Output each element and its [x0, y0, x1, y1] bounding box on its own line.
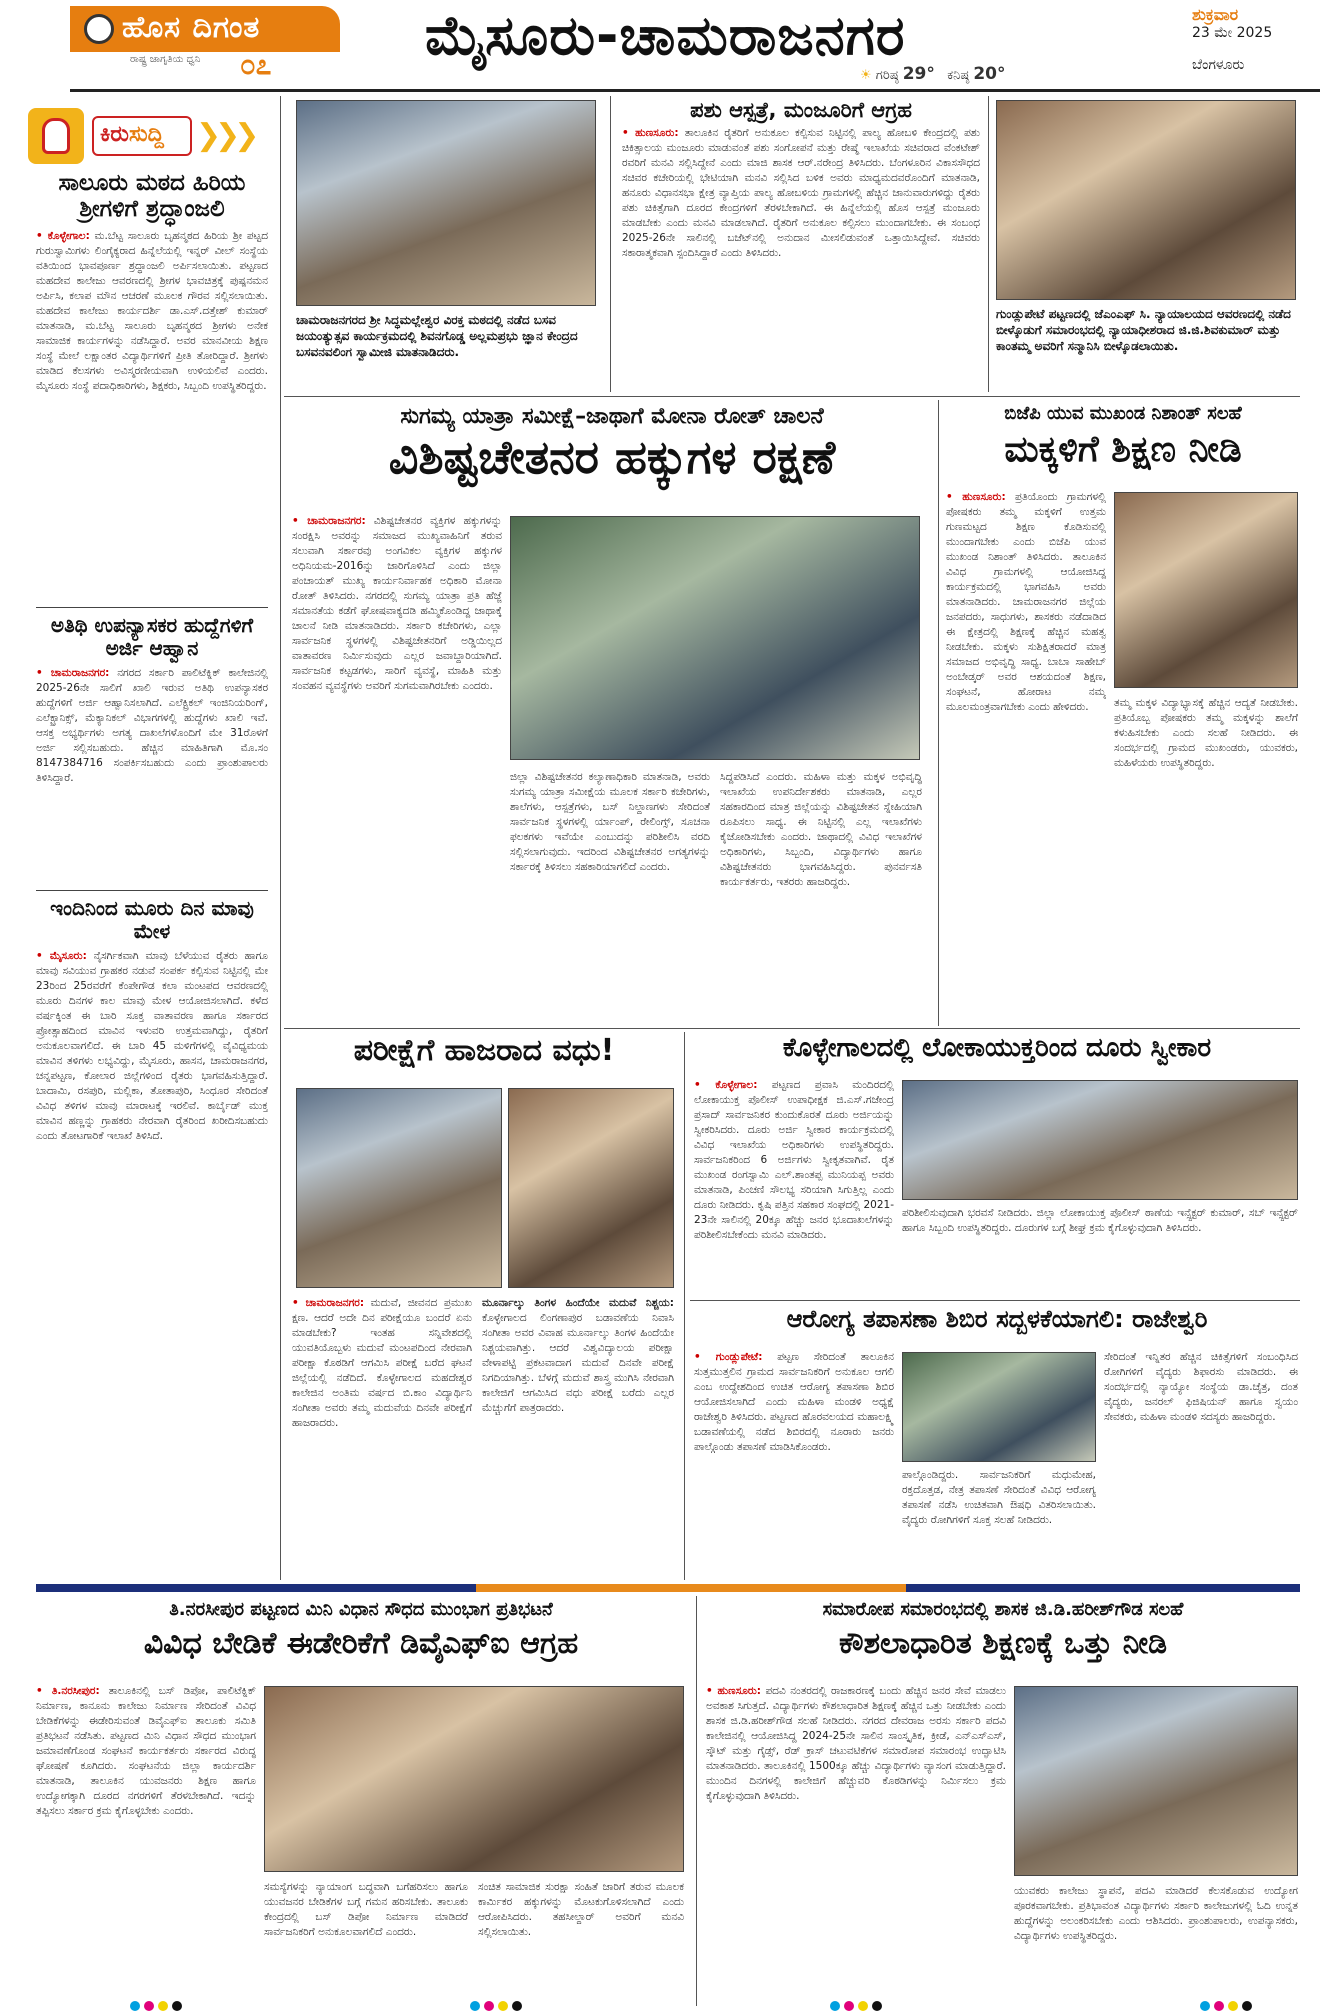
bride-title: ಪರೀಕ್ಷೆಗೆ ಹಾಜರಾದ ವಧು!	[353, 1034, 615, 1068]
photo-bride-exam-1	[296, 1088, 502, 1288]
skill-title: ಕೌಶಲಾಧಾರಿತ ಶಿಕ್ಷಣಕ್ಕೆ ಒತ್ತು ನೀಡಿ	[838, 1625, 1168, 1661]
bjp-kicker: ಬಿಜೆಪಿ ಯುವ ಮುಖಂಡ ನಿಶಾಂತ್ ಸಲಹೆ	[1004, 404, 1242, 424]
dyfi-col-3: ಸಂಚಿತ ಸಾಮಾಜಿಕ ಸುರಕ್ಷಾ ಸಂಹಿತೆ ಜಾರಿಗೆ ತರುವ ಮೂಲಕ ಕಾರ್ಮಿಕರ ಹಕ್ಕುಗಳನ್ನು ಮೊಟಕುಗೊಳಿಸಲಾಗಿದೆ ಎಂದು ಆರೋಪಿಸಿದರು. ತಹಸೀಲ್ದಾರ್ ಅವರಿಗೆ ಮನವಿ ಸಲ್ಲಿಸಲಾಯಿತು.	[478, 1881, 684, 1938]
registration-marks	[470, 1996, 540, 2008]
health-story	[694, 1306, 1300, 1346]
kirusuddi-label: ಕಿರುಸುದ್ದಿ	[92, 116, 192, 156]
weather	[860, 64, 1006, 84]
brand-name: ಹೊಸ ದಿಗಂತ	[122, 10, 261, 45]
date-info	[1192, 6, 1312, 74]
lokayukta-col-1: • ಕೊಳ್ಳೇಗಾಲ: ಪಟ್ಟಣದ ಪ್ರವಾಸಿ ಮಂದಿರದಲ್ಲಿ ಲೋಕಾಯುಕ್ತ ಪೊಲೀಸ್ ಉಪಾಧೀಕ್ಷಕ ಜಿ.ಎಸ್.ಗಜೇಂದ್ರ ಪ್ರಸಾದ್ ಸಾರ್ವಜನಿಕರ ಕುಂದುಕೊರತೆ ದೂರು ಅರ್ಜಿಯನ್ನು ಸ್ವೀಕರಿಸಿದರು. ದೂರು ಅರ್ಜಿ ಸ್ವೀಕಾರ ಕಾರ್ಯಕ್ರಮದಲ್ಲಿ ವಿವಿಧ ಇಲಾಖೆಯ ಅಧಿಕಾರಿಗಳು ಉಪಸ್ಥಿತರಿದ್ದರು. ಸಾರ್ವಜನಿಕರಿಂದ 6 ಅರ್ಜಿಗಳು ಸ್ವೀಕೃತವಾಗಿವೆ. ರೈತ ಮುಖಂಡ ರಂಗಸ್ವಾಮಿ ಎಲ್.ಶಾಂತಪ್ಪ ಮುನಿಯಪ್ಪ ಅವರು ಮಾತನಾಡಿ, ಪಿಂಚಣಿ ಸೌಲಭ್ಯ ಸರಿಯಾಗಿ ಸಿಗುತ್ತಿಲ್ಲ ಎಂದು ದೂರು ನೀಡಿದರು. ಕೃಷಿ ಪತ್ತಿನ ಸಹಕಾರ ಸಂಘದಲ್ಲಿ 2021-23ನೇ ಸಾಲಿನಲ್ಲಿ 20ಕ್ಕೂ ಹೆಚ್ಚು ಜನರ ಭೂದಾಖಲೆಗಳನ್ನು ಪರಿಶೀಲಿಸಬೇಕೆಂದು ಮನವಿ ಮಾಡಿದರು.	[694, 1078, 894, 1294]
brand-box	[70, 6, 340, 52]
section-divider-blue-2	[906, 1584, 1300, 1592]
bjp-col-2: ತಮ್ಮ ಮಕ್ಕಳ ವಿದ್ಯಾಭ್ಯಾಸಕ್ಕೆ ಹೆಚ್ಚಿನ ಆದ್ಯತೆ ನೀಡಬೇಕು. ಪ್ರತಿಯೊಬ್ಬ ಪೋಷಕರು ತಮ್ಮ ಮಕ್ಕಳನ್ನು ಶಾಲೆಗೆ ಕಳುಹಿಸಬೇಕು ಎಂದು ಸಲಹೆ ನೀಡಿದರು. ಈ ಸಂದರ್ಭದಲ್ಲಿ ಗ್ರಾಮದ ಮುಖಂಡರು, ಯುವಕರು, ಮಹಿಳೆಯರು ಉಪಸ್ಥಿತರಿದ್ದರು.	[1114, 697, 1298, 769]
lead-title: ವಿಶಿಷ್ಟಚೇತನರ ಹಕ್ಕುಗಳ ರಕ್ಷಣೆ	[388, 430, 836, 485]
skill-story	[706, 1600, 1300, 1680]
bride-story	[292, 1034, 676, 1078]
dyfi-title: ವಿವಿಧ ಬೇಡಿಕೆ ಈಡೇರಿಕೆಗೆ ಡಿವೈಎಫ್ಐ ಆಗ್ರಹ	[143, 1625, 579, 1661]
registration-marks	[830, 1996, 900, 2008]
photo-health-camp	[902, 1352, 1096, 1462]
skill-kicker: ಸಮಾರೋಪ ಸಮಾರಂಭದಲ್ಲಿ ಶಾಸಕ ಜಿ.ಡಿ.ಹರೀಶ್‌ಗೌಡ ಸಲಹೆ	[822, 1600, 1184, 1620]
dyfi-col-2: ಸಮಸ್ಯೆಗಳನ್ನು ನ್ಯಾಯಾಂಗ ಬದ್ಧವಾಗಿ ಬಗೆಹರಿಸಲು ಹಾಗೂ ಯುವಜನರ ಬೇಡಿಕೆಗಳ ಬಗ್ಗೆ ಗಮನ ಹರಿಸಬೇಕು. ತಾಲೂಕು ಕೇಂದ್ರದಲ್ಲಿ ಬಸ್ ಡಿಪೋ ನಿರ್ಮಾಣ ಮಾಡಿದರೆ ಸಾರ್ವಜನಿಕರಿಗೆ ಅನುಕೂಲವಾಗಲಿದೆ ಎಂದರು.	[264, 1881, 468, 1938]
bjp-story	[946, 404, 1300, 494]
chevrons-icon: ❯❯❯	[196, 118, 254, 153]
photo-basava-jayanti	[296, 100, 596, 306]
health-col-2: ಪಾಲ್ಗೊಂಡಿದ್ದರು. ಸಾರ್ವಜನಿಕರಿಗೆ ಮಧುಮೇಹ, ರಕ್ತದೊತ್ತಡ, ನೇತ್ರ ತಪಾಸಣೆ ಸೇರಿದಂತೆ ವಿವಿಧ ಆರೋಗ್ಯ ತಪಾಸಣೆ ನಡೆಸಿ ಉಚಿತವಾಗಿ ಔಷಧಿ ವಿತರಿಸಲಾಯಿತು. ವೈದ್ಯರು ರೋಗಿಗಳಿಗೆ ಸೂಕ್ತ ಸಲಹೆ ನೀಡಿದರು.	[902, 1469, 1096, 1526]
health-title: ಆರೋಗ್ಯ ತಪಾಸಣಾ ಶಿಬಿರ ಸದ್ಬಳಕೆಯಾಗಲಿ: ರಾಜೇಶ್ವರಿ	[786, 1306, 1208, 1333]
dyfi-story	[36, 1600, 686, 1680]
story-body: • ಚಾಮರಾಜನಗರ: ನಗರದ ಸರ್ಕಾರಿ ಪಾಲಿಟೆಕ್ನಿಕ್ ಕಾಲೇಜಿನಲ್ಲಿ 2025-26ನೇ ಸಾಲಿಗೆ ಖಾಲಿ ಇರುವ ಅತಿಥಿ ಉಪನ್ಯಾಸಕರ ಹುದ್ದೆಗಳಿಗೆ ಅರ್ಜಿ ಆಹ್ವಾನಿಸಲಾಗಿದೆ. ಎಲೆಕ್ಟ್ರಿಕಲ್ ಇಂಜಿನಿಯರಿಂಗ್, ಎಲೆಕ್ಟ್ರಾನಿಕ್ಸ್, ಮೆಕ್ಯಾನಿಕಲ್ ವಿಭಾಗಗಳಲ್ಲಿ ಹುದ್ದೆಗಳು ಖಾಲಿ ಇವೆ. ಆಸಕ್ತ ಅಭ್ಯರ್ಥಿಗಳು ಅಗತ್ಯ ದಾಖಲೆಗಳೊಂದಿಗೆ ಮೇ 31ರೊಳಗೆ ಅರ್ಜಿ ಸಲ್ಲಿಸಬಹುದು. ಹೆಚ್ಚಿನ ಮಾಹಿತಿಗಾಗಿ ಮೊ.ಸಂ 8147384716 ಸಂಪರ್ಕಿಸಬಹುದು ಎಂದು ಪ್ರಾಂಶುಪಾಲರು ತಿಳಿಸಿದ್ದಾರೆ.	[36, 666, 268, 884]
left-column	[36, 170, 268, 1560]
story-body: • ಹುಣಸೂರು: ತಾಲೂಕಿನ ರೈತರಿಗೆ ಅನುಕೂಲ ಕಲ್ಪಿಸುವ ನಿಟ್ಟಿನಲ್ಲಿ ಪಾಲ್ಯ ಹೋಬಳಿ ಕೇಂದ್ರದಲ್ಲಿ ಪಶು ಚಿಕಿತ್ಸಾಲಯ ಮಂಜೂರು ಮಾಡುವಂತೆ ಪಶು ಸಂಗೋಪನೆ ಮತ್ತು ರೇಷ್ಮೆ ಇಲಾಖೆಯ ಸಚಿವರಾದ ವೆಂಕಟೇಶ್ ರವರಿಗೆ ಮನವಿ ಸಲ್ಲಿಸಿದ್ದೇನೆ ಎಂದು ಮಾಜಿ ಶಾಸಕ ಆರ್.ನರೇಂದ್ರ ತಿಳಿಸಿದರು. ಬೆಂಗಳೂರಿನ ವಿಕಾಸಸೌಧದ ಸಚಿವರ ಕಚೇರಿಯಲ್ಲಿ ಭೇಟಿಯಾಗಿ ಮನವಿ ಸಲ್ಲಿಸಿದ ಬಳಿಕ ಅವರು ಮಾಧ್ಯಮದವರೊಂದಿಗೆ ಮಾತನಾಡಿ, ಹನೂರು ವಿಧಾನಸಭಾ ಕ್ಷೇತ್ರ ವ್ಯಾಪ್ತಿಯ ಪಾಲ್ಯ ಹೋಬಳಿಯ ಗ್ರಾಮಗಳಲ್ಲಿ ಹೆಚ್ಚಿನ ಜಾನುವಾರುಗಳಿದ್ದು ರೈತರು ಪಶು ಚಿಕಿತ್ಸೆಗಾಗಿ ದೂರದ ಕೇಂದ್ರಗಳಿಗೆ ತೆರಳಬೇಕಾಗಿದೆ. ಈ ಹಿನ್ನೆಲೆಯಲ್ಲಿ ಹೊಸ ಆಸ್ಪತ್ರೆ ಮಂಜೂರು ಮಾಡಬೇಕು ಎಂದು ಮನವಿ ಮಾಡಲಾಗಿದೆ. ರೈತರಿಗೆ ಅನುಕೂಲ ಕಲ್ಪಿಸಲು ಮುಂದಾಗಬೇಕು. ಈ ಸಂಬಂಧ 2025-26ನೇ ಸಾಲಿನಲ್ಲಿ ಬಜೆಟ್‌ನಲ್ಲಿ ಅನುದಾನ ಮೀಸಲಿಡುವಂತೆ ಒತ್ತಾಯಿಸಿದ್ದೇವೆ. ಸಚಿವರು ಸಕಾರಾತ್ಮಕವಾಗಿ ಸ್ಪಂದಿಸಿದ್ದಾರೆ ಎಂದು ತಿಳಿಸಿದರು.	[622, 126, 980, 261]
page-number: ೦೭	[240, 48, 272, 81]
lead-col-1: • ಚಾಮರಾಜನಗರ: ವಿಶಿಷ್ಟಚೇತನರ ವ್ಯಕ್ತಿಗಳ ಹಕ್ಕುಗಳನ್ನು ಸಂರಕ್ಷಿಸಿ ಅವರನ್ನು ಸಮಾಜದ ಮುಖ್ಯವಾಹಿನಿಗೆ ತರುವ ಸಲುವಾಗಿ ಸರ್ಕಾರವು ಅಂಗವಿಕಲ ವ್ಯಕ್ತಿಗಳ ಹಕ್ಕುಗಳ ಅಧಿನಿಯಮ-2016ನ್ನು ಜಾರಿಗೊಳಿಸಿದೆ ಎಂದು ಜಿಲ್ಲಾ ಪಂಚಾಯತ್ ಮುಖ್ಯ ಕಾರ್ಯನಿರ್ವಾಹಕ ಅಧಿಕಾರಿ ಮೋನಾ ರೋತ್ ತಿಳಿಸಿದರು. ನಗರದಲ್ಲಿ ಸುಗಮ್ಯ ಯಾತ್ರಾ ಪ್ರತಿ ಹೆಜ್ಜೆ ಸಮಾನತೆಯ ಕಡೆಗೆ ಘೋಷವಾಕ್ಯದಡಿ ಹಮ್ಮಿಕೊಂಡಿದ್ದ ಜಾಥಾಕ್ಕೆ ಚಾಲನೆ ನೀಡಿ ಮಾತನಾಡಿದರು. ಸರ್ಕಾರಿ ಕಚೇರಿಗಳು, ಎಲ್ಲಾ ಸಾರ್ವಜನಿಕ ಸ್ಥಳಗಳಲ್ಲಿ ವಿಶಿಷ್ಟಚೇತನರಿಗೆ ಅಡ್ಡಿಯಿಲ್ಲದ ವಾತಾವರಣ ನಿರ್ಮಿಸುವುದು ಎಲ್ಲರ ಜವಾಬ್ದಾರಿಯಾಗಿದೆ. ಸಾರ್ವಜನಿಕ ಕಟ್ಟಡಗಳು, ಸಾರಿಗೆ ವ್ಯವಸ್ಥೆ, ಮಾಹಿತಿ ಮತ್ತು ಸಂವಹನ ವ್ಯವಸ್ಥೆಗಳು ಅವರಿಗೆ ಸುಗಮವಾಗಿರಬೇಕು ಎಂದರು.	[292, 514, 502, 814]
photo-caption: ಚಾಮರಾಜನಗರದ ಶ್ರೀ ಸಿದ್ಧಮಲ್ಲೇಶ್ವರ ವಿರಕ್ತ ಮಠದಲ್ಲಿ ನಡೆದ ಬಸವ ಜಯಂತ್ಯುತ್ಸವ ಕಾರ್ಯಕ್ರಮದಲ್ಲಿ ಶಿವನಗೊಡ್ಡ ಅಲ್ಲಮಪ್ರಭು ಜ್ಞಾನ ಕೇಂದ್ರದ ಬಸವನವಲಿಂಗ ಸ್ವಾಮೀಜಿ ಮಾತನಾಡಿದರು.	[296, 313, 578, 359]
weather-max: 29°	[902, 64, 935, 84]
photo-bjp-event	[1114, 492, 1298, 688]
brand-tagline: ರಾಷ್ಟ್ರ ಜಾಗೃತಿಯ ಧ್ವನಿ	[130, 54, 201, 65]
edition-title: ಮೈಸೂರು-ಚಾಮರಾಜನಗರ	[425, 4, 906, 67]
dyfi-col-1: • ತಿ.ನರಸೀಪುರ: ತಾಲೂಕಿನಲ್ಲಿ ಬಸ್ ಡಿಪೋ, ಪಾಲಿಟೆಕ್ನಿಕ್ ನಿರ್ಮಾಣ, ಕಾನೂನು ಕಾಲೇಜು ನಿರ್ಮಾಣ ಸೇರಿದಂತೆ ವಿವಿಧ ಬೇಡಿಕೆಗಳನ್ನು ಈಡೇರಿಸುವಂತೆ ಡಿವೈಎಫ್ಐ ತಾಲೂಕು ಸಮಿತಿ ಪ್ರತಿಭಟನೆ ನಡೆಸಿತು. ಪಟ್ಟಣದ ಮಿನಿ ವಿಧಾನ ಸೌಧದ ಮುಂಭಾಗ ಜಮಾವಣೆಗೊಂಡ ಸಂಘಟನೆ ಕಾರ್ಯಕರ್ತರು ಸರ್ಕಾರದ ವಿರುದ್ಧ ಘೋಷಣೆ ಕೂಗಿದರು. ಸಂಘಟನೆಯ ಜಿಲ್ಲಾ ಕಾರ್ಯದರ್ಶಿ ಮಾತನಾಡಿ, ತಾಲೂಕಿನ ಯುವಜನರು ಶಿಕ್ಷಣ ಹಾಗೂ ಉದ್ಯೋಗಕ್ಕಾಗಿ ದೂರದ ನಗರಗಳಿಗೆ ತೆರಳಬೇಕಾಗಿದೆ. ಇದನ್ನು ತಪ್ಪಿಸಲು ಸರ್ಕಾರ ಕ್ರಮ ಕೈಗೊಳ್ಳಬೇಕು ಎಂದರು.	[36, 1684, 256, 2002]
registration-marks	[1200, 1996, 1270, 2008]
photo-sugamya-yatra-rally	[510, 516, 920, 760]
weather-max-label: ಗರಿಷ್ಠ	[875, 68, 899, 83]
bjp-title: ಮಕ್ಕಳಿಗೆ ಶಿಕ್ಷಣ ನೀಡಿ	[1004, 428, 1242, 470]
day: ಶುಕ್ರವಾರ	[1192, 5, 1239, 24]
story-title: ಪಶು ಆಸ್ಪತ್ರೆ, ಮಂಜೂರಿಗೆ ಆಗ್ರಹ	[690, 98, 912, 122]
masthead	[70, 0, 1320, 92]
story-body: • ಕೊಳ್ಳೇಗಾಲ: ಮ.ಬೆಟ್ಟ ಸಾಲೂರು ಬೃಹನ್ಮಠದ ಹಿರಿಯ ಶ್ರೀ ಪಟ್ಟದ ಗುರುಸ್ವಾಮಿಗಳು ಲಿಂಗೈಕ್ಯರಾದ ಹಿನ್ನೆಲೆಯಲ್ಲಿ ಇನ್ನರ್ ವೀಲ್ ಸಂಸ್ಥೆಯ ವತಿಯಿಂದ ಭಾವಪೂರ್ಣ ಶ್ರದ್ಧಾಂಜಲಿ ಅರ್ಪಿಸಲಾಯಿತು. ಪಟ್ಟಣದ ಮಹದೇವ ಕಾಲೇಜು ಆವರಣದಲ್ಲಿ ಶ್ರೀಗಳ ಭಾವಚಿತ್ರಕ್ಕೆ ಪುಷ್ಪನಮನ ಅರ್ಪಿಸಿ, ಕಲಾಪ ಮೌನ ಆಚರಣೆ ಮೂಲಕ ಗೌರವ ಸಲ್ಲಿಸಲಾಯಿತು. ಮಹದೇವ ಕಾಲೇಜು ಕಾರ್ಯದರ್ಶಿ ಡಾ.ಎಸ್.ದತ್ತೇಶ್ ಕುಮಾರ್ ಮಾತನಾಡಿ, ಮ.ಬೆಟ್ಟ ಸಾಲೂರು ಬೃಹನ್ಮಠದ ಶ್ರೀಗಳು ಅನೇಕ ಸಾಮಾಜಿಕ ಕಾರ್ಯಗಳನ್ನು ನಡೆಸಿದ್ದಾರೆ. ಅವರ ಮಾನವೀಯ ಶಿಕ್ಷಣ ಸಂಸ್ಥೆ ಮೇಲೆ ಲಕ್ಷಾಂತರ ವಿದ್ಯಾರ್ಥಿಗಳಿಗೆ ಪ್ರೀತಿ ತೋರಿದ್ದಾರೆ. ಶ್ರೀಗಳು ಮಾಡಿದ ಕೆಲಸಗಳು ಅವಿಸ್ಮರಣೀಯವಾಗಿ ಉಳಿಯಲಿವೆ ಎಂದರು. ಮೈಸೂರು ಸಂಸ್ಥೆ ಪದಾಧಿಕಾರಿಗಳು, ಶಿಕ್ಷಕರು, ಸಿಬ್ಬಂದಿ ಉಪಸ್ಥಿತರಿದ್ದರು.	[36, 229, 268, 601]
photo-caption: ಗುಂಡ್ಲುಪೇಟೆ ಪಟ್ಟಣದಲ್ಲಿ ಜೆಎಂಎಫ್ ಸಿ. ನ್ಯಾಯಾಲಯದ ಆವರಣದಲ್ಲಿ ನಡೆದ ಬೀಳ್ಕೊಡುಗೆ ಸಮಾರಂಭದಲ್ಲಿ ನ್ಯಾಯಾಧೀಶರಾದ ಜಿ.ಜಿ.ಶಿವಕುಮಾರ್ ಮತ್ತು ಕಾಂತಮ್ಮ ಅವರಿಗೆ ಸನ್ಮಾನಿಸಿ ಬೀಳ್ಕೊಡಲಾಯಿತು.	[996, 307, 1291, 353]
brand	[70, 6, 350, 86]
lead-kicker: ಸುಗಮ್ಯ ಯಾತ್ರಾ ಸಮೀಕ್ಷೆ–ಜಾಥಾಗೆ ಮೋನಾ ರೋತ್ ಚಾಲನೆ	[400, 404, 824, 429]
date: 23 ಮೇ 2025	[1192, 25, 1273, 41]
story-pashu-aspatre	[622, 98, 980, 388]
lokayukta-story	[694, 1034, 1300, 1074]
lead-col-2: ಜಿಲ್ಲಾ ವಿಶಿಷ್ಟಚೇತನರ ಕಲ್ಯಾಣಾಧಿಕಾರಿ ಮಾತನಾಡಿ, ಅವರು ಸುಗಮ್ಯ ಯಾತ್ರಾ ಸಮೀಕ್ಷೆಯ ಮೂಲಕ ಸರ್ಕಾರಿ ಕಚೇರಿಗಳು, ಶಾಲೆಗಳು, ಆಸ್ಪತ್ರೆಗಳು, ಬಸ್ ನಿಲ್ದಾಣಗಳು ಸೇರಿದಂತೆ ಸಾರ್ವಜನಿಕ ಸ್ಥಳಗಳಲ್ಲಿ ರ್ಯಾಂಪ್, ರೇಲಿಂಗ್ಸ್, ಸೂಚನಾ ಫಲಕಗಳು ಇವೆಯೇ ಎಂಬುದನ್ನು ಪರಿಶೀಲಿಸಿ ವರದಿ ಸಲ್ಲಿಸಲಾಗುವುದು. ಇದರಿಂದ ವಿಶಿಷ್ಟಚೇತನರ ಅಗತ್ಯಗಳನ್ನು ಸರ್ಕಾರಕ್ಕೆ ತಿಳಿಸಲು ಸಹಕಾರಿಯಾಗಲಿದೆ ಎಂದರು.	[510, 771, 710, 873]
story-title: ಸಾಲೂರು ಮಠದ ಹಿರಿಯ ಶ್ರೀಗಳಿಗೆ ಶ್ರದ್ಧಾಂಜಲಿ	[58, 170, 246, 223]
bride-col-2: ಮೂರ್ನಾಲ್ಕು ತಿಂಗಳ ಹಿಂದೆಯೇ ಮದುವೆ ನಿಶ್ಚಯ: ಕೊಳ್ಳೇಗಾಲದ ಲಿಂಗಣಾಪುರ ಬಡಾವಣೆಯ ನಿವಾಸಿ ಸಂಗೀತಾ ಅವರ ವಿವಾಹ ಮೂರ್ನಾಲ್ಕು ತಿಂಗಳ ಹಿಂದೆಯೇ ನಿಶ್ಚಯವಾಗಿತ್ತು. ಆದರೆ ವಿಶ್ವವಿದ್ಯಾಲಯ ಪರೀಕ್ಷಾ ವೇಳಾಪಟ್ಟಿ ಪ್ರಕಟವಾದಾಗ ಮದುವೆ ದಿನವೇ ಪರೀಕ್ಷೆ ನಿಗದಿಯಾಗಿತ್ತು. ಬೆಳಗ್ಗೆ ಮದುವೆ ಶಾಸ್ತ್ರ ಮುಗಿಸಿ ನೇರವಾಗಿ ಕಾಲೇಜಿಗೆ ಆಗಮಿಸಿದ ವಧು ಪರೀಕ್ಷೆ ಬರೆದು ಎಲ್ಲರ ಮೆಚ್ಚುಗೆಗೆ ಪಾತ್ರರಾದರು.	[482, 1297, 674, 1414]
weather-min-label: ಕನಿಷ್ಠ	[947, 68, 970, 83]
lokayukta-col-2: ಪರಿಶೀಲಿಸುವುದಾಗಿ ಭರವಸೆ ನೀಡಿದರು. ಜಿಲ್ಲಾ ಲೋಕಾಯುಕ್ತ ಪೊಲೀಸ್ ಠಾಣೆಯ ಇನ್ಸ್ಪೆಕ್ಟರ್ ಕುಮಾರ್, ಸಬ್ ಇನ್ಸ್ಪೆಕ್ಟರ್ ಹಾಗೂ ಸಿಬ್ಬಂದಿ ಉಪಸ್ಥಿತರಿದ್ದರು. ದೂರುಗಳ ಬಗ್ಗೆ ಶೀಘ್ರ ಕ್ರಮ ಕೈಗೊಳ್ಳುವುದಾಗಿ ತಿಳಿಸಿದರು.	[902, 1207, 1298, 1234]
health-col-1: • ಗುಂಡ್ಲುಪೇಟೆ: ಪಟ್ಟಣ ಸೇರಿದಂತೆ ತಾಲೂಕಿನ ಸುತ್ತಮುತ್ತಲಿನ ಗ್ರಾಮದ ಸಾರ್ವಜನಿಕರಿಗೆ ಅನುಕೂಲ ಆಗಲಿ ಎಂಬ ಉದ್ದೇಶದಿಂದ ಉಚಿತ ಆರೋಗ್ಯ ತಪಾಸಣಾ ಶಿಬಿರ ಆಯೋಜಿಸಲಾಗಿದೆ ಎಂದು ಮಹಿಳಾ ಮಂಡಳಿ ಅಧ್ಯಕ್ಷೆ ರಾಜೇಶ್ವರಿ ತಿಳಿಸಿದರು. ಪಟ್ಟಣದ ಹೊರವಲಯದ ಮಹಾಲಕ್ಷ್ಮಿ ಬಡಾವಣೆಯಲ್ಲಿ ನಡೆದ ಶಿಬಿರದಲ್ಲಿ ನೂರಾರು ಜನರು ಪಾಲ್ಗೊಂಡು ತಪಾಸಣೆ ಮಾಡಿಸಿಕೊಂಡರು.	[694, 1350, 894, 1576]
lokayukta-title: ಕೊಳ್ಳೇಗಾಲದಲ್ಲಿ ಲೋಕಾಯುಕ್ತರಿಂದ ದೂರು ಸ್ವೀಕಾರ	[782, 1034, 1212, 1063]
bride-col-1: • ಚಾಮರಾಜನಗರ: ಮದುವೆ, ಜೀವನದ ಪ್ರಮುಖ ಕ್ಷಣ. ಆದರೆ ಅದೇ ದಿನ ಪರೀಕ್ಷೆಯೂ ಬಂದರೆ ಏನು ಮಾಡಬೇಕು? ಇಂತಹ ಸನ್ನಿವೇಶದಲ್ಲಿ ಯುವತಿಯೊಬ್ಬಳು ಮದುವೆ ಮಂಟಪದಿಂದ ನೇರವಾಗಿ ಪರೀಕ್ಷಾ ಕೊಠಡಿಗೆ ಆಗಮಿಸಿ ಪರೀಕ್ಷೆ ಬರೆದ ಘಟನೆ ಜಿಲ್ಲೆಯಲ್ಲಿ ನಡೆದಿದೆ. ಕೊಳ್ಳೇಗಾಲದ ಮಹದೇಶ್ವರ ಕಾಲೇಜಿನ ಅಂತಿಮ ವರ್ಷದ ಬಿ.ಕಾಂ ವಿದ್ಯಾರ್ಥಿನಿ ಸಂಗೀತಾ ಅವರು ತಮ್ಮ ಮದುವೆಯ ದಿನವೇ ಪರೀಕ್ಷೆಗೆ ಹಾಜರಾದರು.	[292, 1296, 472, 1576]
dyfi-kicker: ತಿ.ನರಸೀಪುರ ಪಟ್ಟಣದ ಮಿನಿ ವಿಧಾನ ಸೌಧದ ಮುಂಭಾಗ ಪ್ರತಿಭಟನೆ	[169, 1600, 553, 1620]
photo-bride-exam-2	[508, 1088, 674, 1288]
bjp-col-1: • ಹುಣಸೂರು: ಪ್ರತಿಯೊಂದು ಗ್ರಾಮಗಳಲ್ಲಿ ಪೋಷಕರು ತಮ್ಮ ಮಕ್ಕಳಿಗೆ ಉತ್ತಮ ಗುಣಮಟ್ಟದ ಶಿಕ್ಷಣ ಕೊಡಿಸುವಲ್ಲಿ ಮುಂದಾಗಬೇಕು ಎಂದು ಬಿಜೆಪಿ ಯುವ ಮುಖಂಡ ನಿಶಾಂತ್ ತಿಳಿಸಿದರು. ತಾಲೂಕಿನ ವಿವಿಧ ಗ್ರಾಮಗಳಲ್ಲಿ ಆಯೋಜಿಸಿದ್ದ ಕಾರ್ಯಕ್ರಮದಲ್ಲಿ ಭಾಗವಹಿಸಿ ಅವರು ಮಾತನಾಡಿದರು. ಚಾಮರಾಜನಗರ ಜಿಲ್ಲೆಯ ಜನಪದರು, ಸಾಧುಗಳು, ಶಾಸಕರು ನಡೆದಾಡಿದ ಈ ಕ್ಷೇತ್ರದಲ್ಲಿ ಶಿಕ್ಷಣಕ್ಕೆ ಹೆಚ್ಚಿನ ಮಹತ್ವ ನೀಡಬೇಕು. ಮಕ್ಕಳು ಸುಶಿಕ್ಷಿತರಾದರೆ ಮಾತ್ರ ಸಮಾಜದ ಅಭಿವೃದ್ಧಿ ಸಾಧ್ಯ. ಬಾಬಾ ಸಾಹೇಬ್ ಅಂಬೇಡ್ಕರ್ ಅವರ ಆಶಯದಂತೆ ಶಿಕ್ಷಣ, ಸಂಘಟನೆ, ಹೋರಾಟ ನಮ್ಮ ಮೂಲಮಂತ್ರವಾಗಬೇಕು ಎಂದು ಹೇಳಿದರು.	[946, 490, 1106, 1020]
section-divider-blue	[36, 1584, 476, 1592]
kirusuddi-badge	[28, 108, 260, 164]
brand-logo-icon	[84, 14, 114, 44]
registration-marks	[130, 1996, 200, 2008]
photo-lokayukta-meeting	[902, 1080, 1298, 1200]
sun-icon: ☀	[860, 68, 872, 83]
story-title: ಅತಿಥಿ ಉಪನ್ಯಾಸಕರ ಹುದ್ದೆಗಳಿಗೆ ಅರ್ಜಿ ಆಹ್ವಾನ	[50, 612, 254, 660]
photo-court-farewell	[996, 100, 1296, 300]
weather-min: 20°	[973, 64, 1006, 84]
city: ಬೆಂಗಳೂರು	[1192, 57, 1245, 73]
pointing-hand-icon	[28, 108, 84, 164]
story-title: ಇಂದಿನಿಂದ ಮೂರು ದಿನ ಮಾವು ಮೇಳ	[50, 895, 254, 943]
section-divider-orange	[476, 1584, 906, 1592]
photo-dyfi-protest	[264, 1686, 684, 1872]
story-body: • ಮೈಸೂರು: ನೈಸರ್ಗಿಕವಾಗಿ ಮಾವು ಬೆಳೆಯುವ ರೈತರು ಹಾಗೂ ಮಾವು ಸವಿಯುವ ಗ್ರಾಹಕರ ನಡುವೆ ಸಂಪರ್ಕ ಕಲ್ಪಿಸುವ ನಿಟ್ಟಿನಲ್ಲಿ ಮೇ 23ರಿಂದ 25ರವರೆಗೆ ಕೆಂಪೇಗೌಡ ಕಲಾ ಮಂಟಪದ ಆವರಣದಲ್ಲಿ ಮೂರು ದಿನಗಳ ಕಾಲ ಮಾವು ಮೇಳ ಆಯೋಜಿಸಲಾಗಿದೆ. ಕಳೆದ ವರ್ಷಕ್ಕಿಂತ ಈ ಬಾರಿ ಸೂಕ್ತ ವಾತಾವರಣ ಹಾಗೂ ಸರ್ಕಾರದ ಪ್ರೋತ್ಸಾಹದಿಂದ ಮಾವಿನ ಇಳುವರಿ ಉತ್ತಮವಾಗಿದ್ದು, ರೈತರಿಗೆ ಅನುಕೂಲವಾಗಲಿದೆ. ಈ ಬಾರಿ 45 ಮಳಿಗೆಗಳಲ್ಲಿ ವೈವಿಧ್ಯಮಯ ಮಾವಿನ ತಳಿಗಳು ಲಭ್ಯವಿದ್ದು, ಮೈಸೂರು, ಹಾಸನ, ಚಾಮರಾಜನಗರ, ಚನ್ನಪಟ್ಟಣ, ಕೋಲಾರ ಜಿಲ್ಲೆಗಳಿಂದ ರೈತರು ಭಾಗವಹಿಸುತ್ತಿದ್ದಾರೆ. ಬಾದಾಮಿ, ರಸಪುರಿ, ಮಲ್ಲಿಕಾ, ತೋತಾಪುರಿ, ಸಿಂಧೂರ ಸೇರಿದಂತೆ ವಿವಿಧ ತಳಿಗಳ ಮಾವು ಮಾರಾಟಕ್ಕೆ ಇರಲಿವೆ. ಕಾರ್ಬೈಡ್ ಮುಕ್ತ ಮಾವಿನ ಹಣ್ಣನ್ನು ಗ್ರಾಹಕರು ನೇರವಾಗಿ ರೈತರಿಂದ ಖರೀದಿಸಬಹುದು ಎಂದು ತೋಟಗಾರಿಕೆ ಇಲಾಖೆ ತಿಳಿಸಿದೆ.	[36, 949, 268, 1559]
photo-college-function	[1014, 1686, 1298, 1876]
skill-col-1: • ಹುಣಸೂರು: ಪದವಿ ನಂತರದಲ್ಲಿ ರಾಜಕಾರಣಕ್ಕೆ ಬಂದು ಹೆಚ್ಚಿನ ಜನರ ಸೇವೆ ಮಾಡಲು ಅವಕಾಶ ಸಿಗುತ್ತದೆ. ವಿದ್ಯಾರ್ಥಿಗಳು ಕೌಶಲಾಧಾರಿತ ಶಿಕ್ಷಣಕ್ಕೆ ಹೆಚ್ಚಿನ ಒತ್ತು ನೀಡಬೇಕು ಎಂದು ಶಾಸಕ ಜಿ.ಡಿ.ಹರೀಶ್‌ಗೌಡ ಸಲಹೆ ನೀಡಿದರು. ನಗರದ ದೇವರಾಜ ಅರಸು ಸರ್ಕಾರಿ ಪದವಿ ಕಾಲೇಜಿನಲ್ಲಿ ಆಯೋಜಿಸಿದ್ದ 2024-25ನೇ ಸಾಲಿನ ಸಾಂಸ್ಕೃತಿಕ, ಕ್ರೀಡೆ, ಎನ್‌ಎಸ್‌ಎಸ್, ಸ್ಕೌಟ್ ಮತ್ತು ಗೈಡ್ಸ್, ರೆಡ್ ಕ್ರಾಸ್ ಚಟುವಟಿಕೆಗಳ ಸಮಾರೋಪ ಸಮಾರಂಭ ಉದ್ಘಾಟಿಸಿ ಮಾತನಾಡಿದರು. ತಾಲೂಕಿನಲ್ಲಿ 1500ಕ್ಕೂ ಹೆಚ್ಚು ವಿದ್ಯಾರ್ಥಿಗಳು ವ್ಯಾಸಂಗ ಮಾಡುತ್ತಿದ್ದಾರೆ. ಮುಂದಿನ ದಿನಗಳಲ್ಲಿ ಕಾಲೇಜಿಗೆ ಹೆಚ್ಚುವರಿ ಕೊಠಡಿಗಳನ್ನು ನಿರ್ಮಿಸಲು ಕ್ರಮ ಕೈಗೊಳ್ಳುವುದಾಗಿ ತಿಳಿಸಿದರು.	[706, 1684, 1006, 2002]
skill-col-2: ಯುವಕರು ಕಾಲೇಜು ಸ್ಥಾಪನೆ, ಪದವಿ ಮಾಡಿದರೆ ಕೆಲಸಕೊಡುವ ಉದ್ಯೋಗ ಪೂರಕವಾಗಬೇಕು. ಪ್ರತಿಭಾವಂತ ವಿದ್ಯಾರ್ಥಿಗಳು ಸರ್ಕಾರಿ ಕಾಲೇಜುಗಳಲ್ಲಿ ಓದಿ ಉನ್ನತ ಹುದ್ದೆಗಳನ್ನು ಅಲಂಕರಿಸಬೇಕು ಎಂದು ಆಶಿಸಿದರು. ಪ್ರಾಂಶುಪಾಲರು, ಉಪನ್ಯಾಸಕರು, ವಿದ್ಯಾರ್ಥಿಗಳು ಉಪಸ್ಥಿತರಿದ್ದರು.	[1014, 1885, 1298, 1942]
health-col-3: ಸೇರಿದಂತೆ ಇನ್ನಿತರ ಹೆಚ್ಚಿನ ಚಿಕಿತ್ಸೆಗಳಿಗೆ ಸಂಬಂಧಿಸಿದ ರೋಗಿಗಳಿಗೆ ವೈದ್ಯರು ಶಿಫಾರಸು ಮಾಡಿದರು. ಈ ಸಂದರ್ಭದಲ್ಲಿ ನ್ಯಾಯ್ಯೋ ಸಂಸ್ಥೆಯ ಡಾ.ಚೈತ್ರ, ದಂತ ವೈದ್ಯರು, ಜನರಲ್ ಫಿಜಿಷಿಯನ್ ಹಾಗೂ ಸ್ವಯಂ ಸೇವಕರು, ಮಹಿಳಾ ಮಂಡಳಿ ಸದಸ್ಯರು ಹಾಜರಿದ್ದರು.	[1104, 1351, 1298, 1423]
lead-col-3: ಸಿದ್ದಪಡಿಸಿದೆ ಎಂದರು. ಮಹಿಳಾ ಮತ್ತು ಮಕ್ಕಳ ಅಭಿವೃದ್ಧಿ ಇಲಾಖೆಯ ಉಪನಿರ್ದೇಶಕರು ಮಾತನಾಡಿ, ಎಲ್ಲರ ಸಹಕಾರದಿಂದ ಮಾತ್ರ ಜಿಲ್ಲೆಯನ್ನು ವಿಶಿಷ್ಟಚೇತನ ಸ್ನೇಹಿಯಾಗಿ ರೂಪಿಸಲು ಸಾಧ್ಯ. ಈ ನಿಟ್ಟಿನಲ್ಲಿ ಎಲ್ಲ ಇಲಾಖೆಗಳು ಕೈಜೋಡಿಸಬೇಕು ಎಂದರು. ಜಾಥಾದಲ್ಲಿ ವಿವಿಧ ಇಲಾಖೆಗಳ ಅಧಿಕಾರಿಗಳು, ಸಿಬ್ಬಂದಿ, ವಿದ್ಯಾರ್ಥಿಗಳು ಹಾಗೂ ವಿಶಿಷ್ಟಚೇತನರು ಭಾಗವಹಿಸಿದ್ದರು. ಪುನರ್ವಸತಿ ಕಾರ್ಯಕರ್ತರು, ಇತರರು ಹಾಜರಿದ್ದರು.	[720, 771, 922, 888]
